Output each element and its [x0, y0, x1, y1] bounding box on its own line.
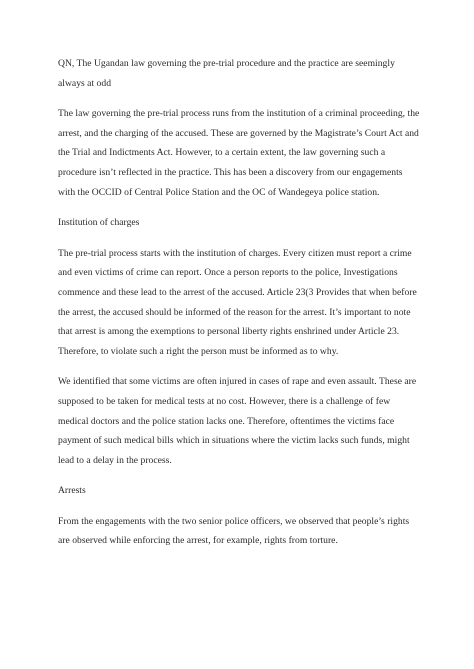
intro-line: arrest, and the charging of the accused. These are governed by the Magistrate’s Court Act and — [58, 127, 419, 139]
intro-line: The law governing the pre-trial process runs from the institution of a criminal proceeding, the — [58, 108, 420, 120]
institution-line: commence and these lead to the arrest of the accused. Article 23(3 Provides that when before — [58, 286, 417, 298]
arrests-paragraph — [58, 512, 418, 551]
victims-line: payment of such medical bills which in situations where the victim lacks such funds, might — [58, 435, 410, 447]
institution-line: that arrest is among the exemptions to personal liberty rights enshrined under Article 23. — [58, 326, 400, 338]
victims-line: lead to a delay in the process. — [58, 454, 172, 466]
victims-paragraph — [58, 372, 418, 470]
institution-line: the arrest, the accused should be informed of the reason for the arrest. It’s important to note — [58, 306, 411, 318]
institution-paragraph — [58, 244, 418, 362]
intro-line: procedure isn’t reflected in the practice. This has been a discovery from our engagements — [58, 166, 403, 178]
question-line: always at odd — [58, 77, 112, 89]
victims-line: medical doctors and the police station lacks one. Therefore, oftentimes the victims face — [58, 415, 395, 427]
question-paragraph — [58, 54, 418, 93]
arrests-line: are observed while enforcing the arrest, for example, rights from torture. — [58, 535, 338, 547]
institution-line: The pre-trial process starts with the institution of charges. Every citizen must report a crime — [58, 247, 412, 259]
victims-line: We identified that some victims are often injured in cases of rape and even assault. These are — [58, 376, 417, 388]
arrests-line: From the engagements with the two senior police officers, we observed that people’s rights — [58, 515, 410, 527]
section-heading-institution-of-charges: Institution of charges — [58, 217, 140, 229]
intro-paragraph — [58, 104, 418, 202]
intro-line: the Trial and Indictments Act. However, to a certain extent, the law governing such a — [58, 147, 386, 159]
institution-line: and even victims of crime can report. Once a person reports to the police, Investigations — [58, 267, 398, 279]
intro-line: with the OCCID of Central Police Station and the OC of Wandegeya police station. — [58, 186, 380, 198]
institution-line: Therefore, to violate such a right the person must be informed as to why. — [58, 345, 339, 357]
section-heading-arrests: Arrests — [58, 485, 86, 497]
question-line: QN, The Ugandan law governing the pre-trial procedure and the practice are seemingly — [58, 58, 395, 69]
victims-line: supposed to be taken for medical tests at no cost. However, there is a challenge of few — [58, 395, 391, 407]
